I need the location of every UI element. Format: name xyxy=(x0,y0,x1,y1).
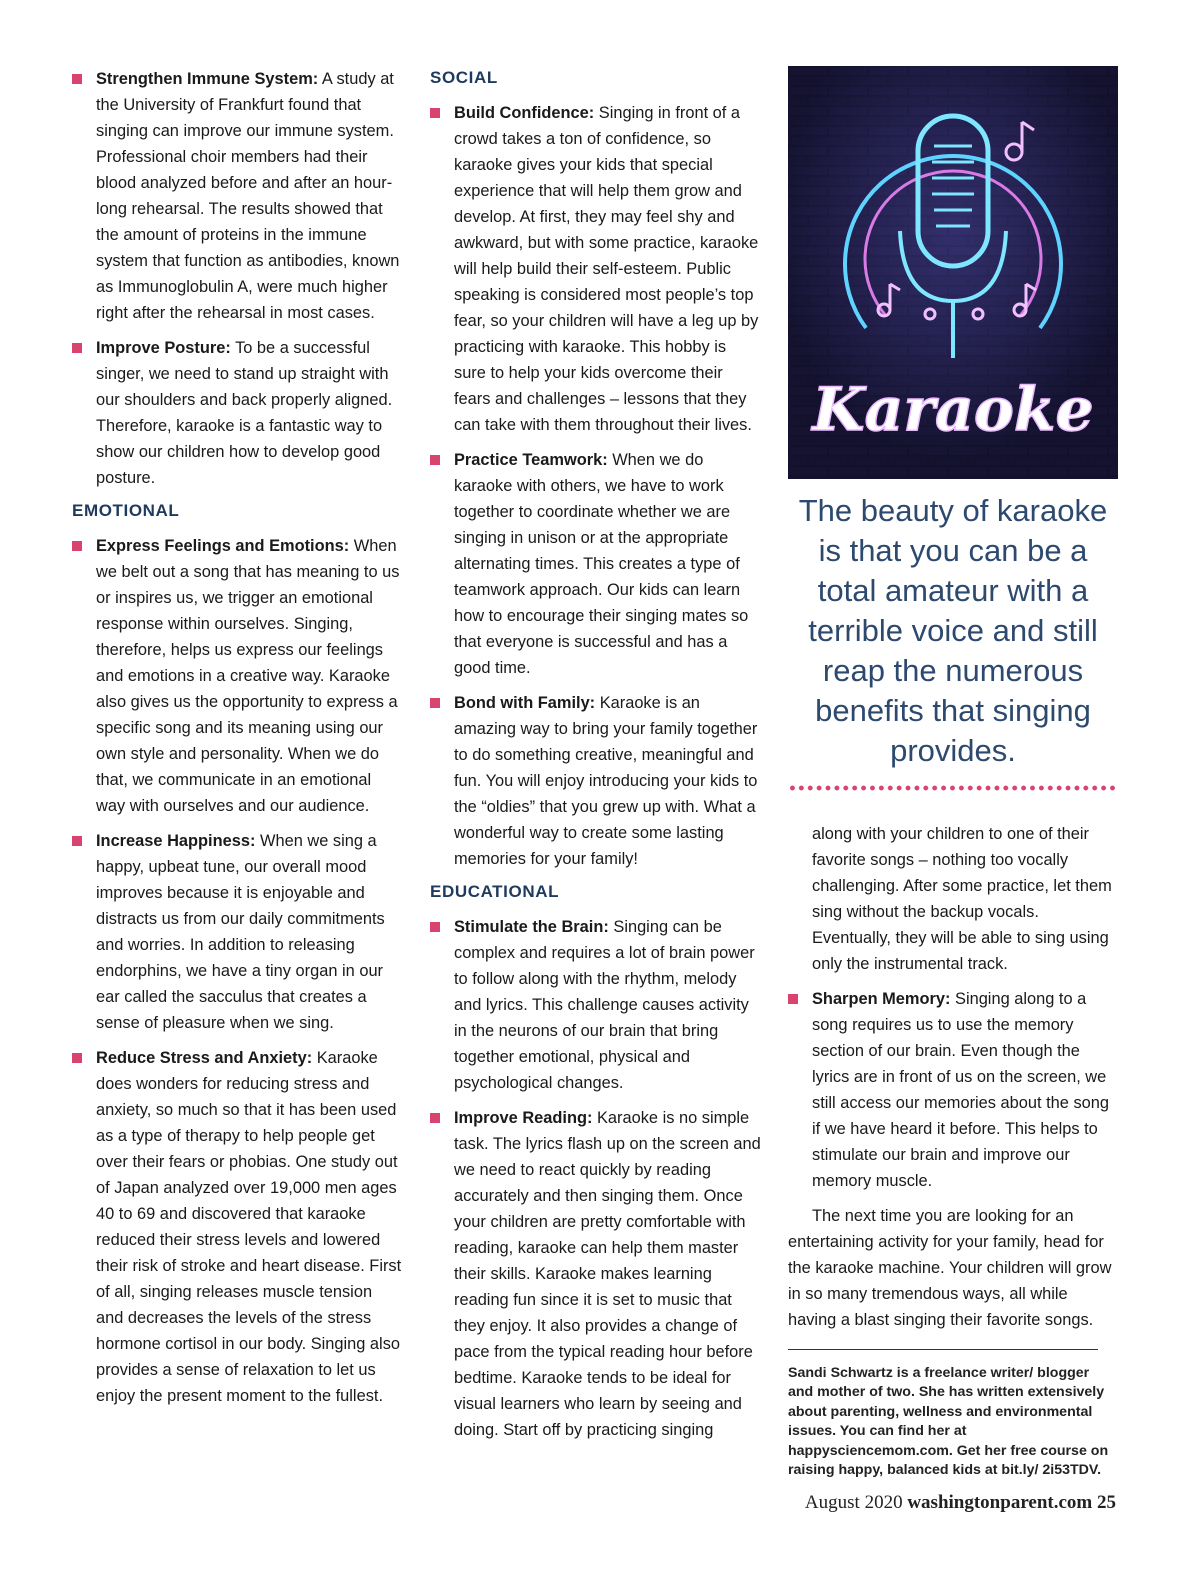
column-1 xyxy=(72,66,402,1418)
bio-rule xyxy=(788,1349,1098,1350)
bullet-teamwork: Practice Teamwork: When we do karaoke with others, we have to work together to coordinate whether we are singing in unison or at the appropriate alternating times. This creates a type of teamwork approach. Our kids can learn how to encourage their singing mates so that everyone is successful and has a good time. xyxy=(430,447,762,681)
closing-paragraph: The next time you are looking for an entertaining activity for your family, head for the karaoke machine. Your children will grow in so many tremendous ways, all while having a blast singing their favorite songs. xyxy=(788,1207,1112,1329)
page-footer xyxy=(805,1492,1116,1514)
bullet-square-icon xyxy=(72,1053,82,1063)
bullet-square-icon xyxy=(430,922,440,932)
bullet-immune: Strengthen Immune System: A study at the University of Frankfurt found that singing can improve our immune system. Professional choir members had their blood analyzed before and after an hour-long rehearsal. The results showed that the amount of proteins in the immune system that function as antibodies, known as Immunoglobulin A, were much higher right after the rehearsal in most cases. xyxy=(72,66,402,326)
bullet-square-icon xyxy=(72,74,82,84)
bullet-square-icon xyxy=(430,698,440,708)
section-heading-social: SOCIAL xyxy=(430,68,498,87)
bullet-square-icon xyxy=(72,541,82,551)
footer-page-number: 25 xyxy=(1097,1492,1116,1513)
bullet-brain: Stimulate the Brain: Singing can be complex and requires a lot of brain power to follow along with the rhythm, melody and lyrics. This challenge causes activity in the neurons of our brain that bring together emotional, physical and psychological changes. xyxy=(430,914,762,1096)
bullet-happiness: Increase Happiness: When we sing a happy, upbeat tune, our overall mood improves because it is enjoyable and distracts us from our daily commitments and worries. In addition to releasing endorphins, we have a tiny organ in our ear called the sacculus that creates a sense of pleasure when we sing. xyxy=(72,828,402,1036)
bullet-feelings: Express Feelings and Emotions: When we belt out a song that has meaning to us or inspires us, we trigger an emotional response within ourselves. Singing, therefore, helps us express our feelings and emotions in a creative way. Karaoke also gives us the opportunity to express a specific song and its meaning using our own style and personality. When we do that, we communicate in an emotional way with ourselves and our audience. xyxy=(72,533,402,819)
bullet-square-icon xyxy=(72,343,82,353)
section-heading-emotional: EMOTIONAL xyxy=(72,501,180,520)
dotted-divider xyxy=(788,785,1118,791)
bullet-square-icon xyxy=(430,108,440,118)
pull-quote: The beauty of karaoke is that you can be a total amateur with a terrible voice and still reap the numerous benefits that singing provides. xyxy=(798,493,1108,768)
bullet-memory: Sharpen Memory: Singing along to a song requires us to use the memory section of our brain. Even though the lyrics are in front of us on the screen, we still access our memories about the song if we have heard it before. This helps to stimulate our brain and improve our memory muscle. xyxy=(788,986,1118,1194)
karaoke-sign-text: Karaoke xyxy=(812,375,1094,445)
bullet-stress: Reduce Stress and Anxiety: Karaoke does wonders for reducing stress and anxiety, so much so that it has been used as a type of therapy to help people get over their fears or phobias. One study out of Japan analyzed over 19,000 men ages 40 to 69 and discovered that karaoke reduced their stress levels and lowered their risk of stroke and heart disease. First of all, singing releases muscle tension and decreases the levels of the stress hormone cortisol in our body. Singing also provides a sense of relaxation to let us enjoy the present moment to the fullest. xyxy=(72,1045,402,1409)
author-bio: Sandi Schwartz is a freelance writer/ blogger and mother of two. She has written extensively about parenting, wellness and environmental issues. You can find her at happysciencemom.com. Get her free course on raising happy, balanced kids at bit.ly/ 2i53TDV. xyxy=(788,1365,1109,1479)
bullet-family: Bond with Family: Karaoke is an amazing way to bring your family together to do something creative, meaningful and fun. You will enjoy introducing your kids to the “oldies” that you grew up with. What a wonderful way to create some lasting memories for your family! xyxy=(430,690,762,872)
bullet-reading: Improve Reading: Karaoke is no simple task. The lyrics flash up on the screen and we need to react quickly by reading accurately and then singing them. Once your children are pretty comfortable with reading, karaoke can help them master their skills. Karaoke makes learning reading fun since it is set to music that they enjoy. It also provides a change of pace from the typical reading hour before bedtime. Karaoke tends to be ideal for visual learners who learn by seeing and doing. Start off by practicing singing xyxy=(430,1105,762,1443)
bullet-square-icon xyxy=(72,836,82,846)
continued-paragraph: along with your children to one of their favorite songs – nothing too vocally challenging. After some practice, let them sing without the backup vocals. Eventually, they will be able to sing using only the instrumental track. xyxy=(812,825,1112,973)
footer-date: August 2020 xyxy=(804,1492,903,1513)
column-2 xyxy=(430,66,762,1452)
column-3 xyxy=(788,66,1118,1480)
bullet-confidence: Build Confidence: Singing in front of a crowd takes a ton of confidence, so karaoke gives your kids that special experience that will help them grow and develop. At first, they may feel shy and awkward, but with some practice, karaoke will help build their self-esteem. Public speaking is considered most people’s top fear, so your children will have a leg up by practicing with karaoke. This hobby is sure to help your kids overcome their fears and challenges – lessons that they can take with them throughout their lives. xyxy=(430,100,762,438)
bullet-square-icon xyxy=(430,1113,440,1123)
karaoke-neon-image xyxy=(788,66,1118,479)
bullet-square-icon xyxy=(788,994,798,1004)
footer-site: washingtonparent.com xyxy=(907,1492,1093,1513)
bullet-posture: Improve Posture: To be a successful singer, we need to stand up straight with our shoulders and back properly aligned. Therefore, karaoke is a fantastic way to show our children how to develop good posture. xyxy=(72,335,402,491)
bullet-square-icon xyxy=(430,455,440,465)
section-heading-educational: EDUCATIONAL xyxy=(430,882,560,901)
